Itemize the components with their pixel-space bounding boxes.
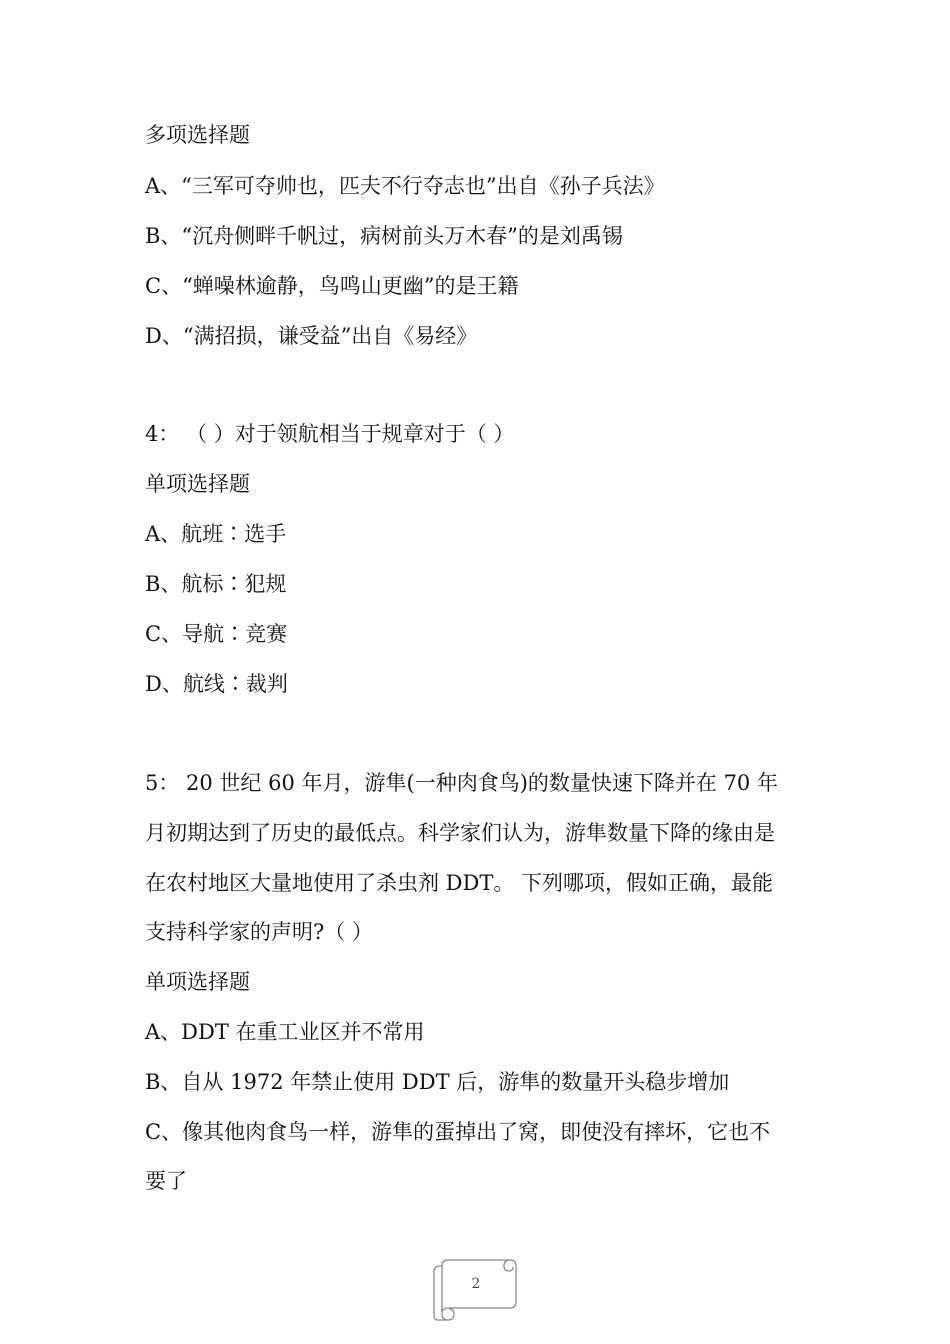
q5-option-c-continued: 要了 — [145, 1169, 187, 1193]
q3-option-c: C、“蝉噪林逾静，鸟鸣山更幽”的是王籍 — [145, 274, 519, 298]
q4-option-b: B、航标∶犯规 — [145, 572, 287, 596]
q5-stem-line-2: 月初期达到了历史的最低点。科学家们认为，游隼数量下降的缘由是 — [145, 821, 775, 845]
q5-option-a: A、DDT 在重工业区并不常用 — [145, 1020, 425, 1044]
q3-option-a: A、“三军可夺帅也，匹夫不行夺志也”出自《孙子兵法》 — [145, 174, 665, 198]
q5-stem-line-4: 支持科学家的声明?（ ） — [145, 920, 373, 944]
q4-type-label: 单项选择题 — [145, 472, 250, 496]
page-number: 2 — [471, 1276, 481, 1292]
q5-option-b: B、自从 1972 年禁止使用 DDT 后，游隼的数量开头稳步增加 — [145, 1070, 730, 1094]
q4-option-a: A、航班∶选手 — [145, 522, 287, 546]
q4-option-c: C、导航∶竞赛 — [145, 622, 288, 646]
q5-stem-line-1: 5： 20 世纪 60 年月，游隼(一种肉食鸟)的数量快速下降并在 70 年 — [145, 771, 778, 795]
q3-type-label: 多项选择题 — [145, 123, 250, 147]
q3-option-d: D、“满招损，谦受益”出自《易经》 — [145, 324, 478, 348]
q4-option-d: D、航线∶裁判 — [145, 672, 288, 696]
q4-stem: 4： （ ）对于领航相当于规章对于（ ） — [145, 422, 515, 446]
q5-option-c: C、像其他肉食鸟一样，游隼的蛋掉出了窝，即使没有摔坏，它也不 — [145, 1120, 771, 1144]
q3-option-b: B、“沉舟侧畔千帆过，病树前头万木春”的是刘禹锡 — [145, 224, 623, 248]
q5-type-label: 单项选择题 — [145, 970, 250, 994]
q5-stem-line-3: 在农村地区大量地使用了杀虫剂 DDT。 下列哪项，假如正确，最能 — [145, 871, 774, 895]
page-number-badge — [430, 1252, 522, 1324]
